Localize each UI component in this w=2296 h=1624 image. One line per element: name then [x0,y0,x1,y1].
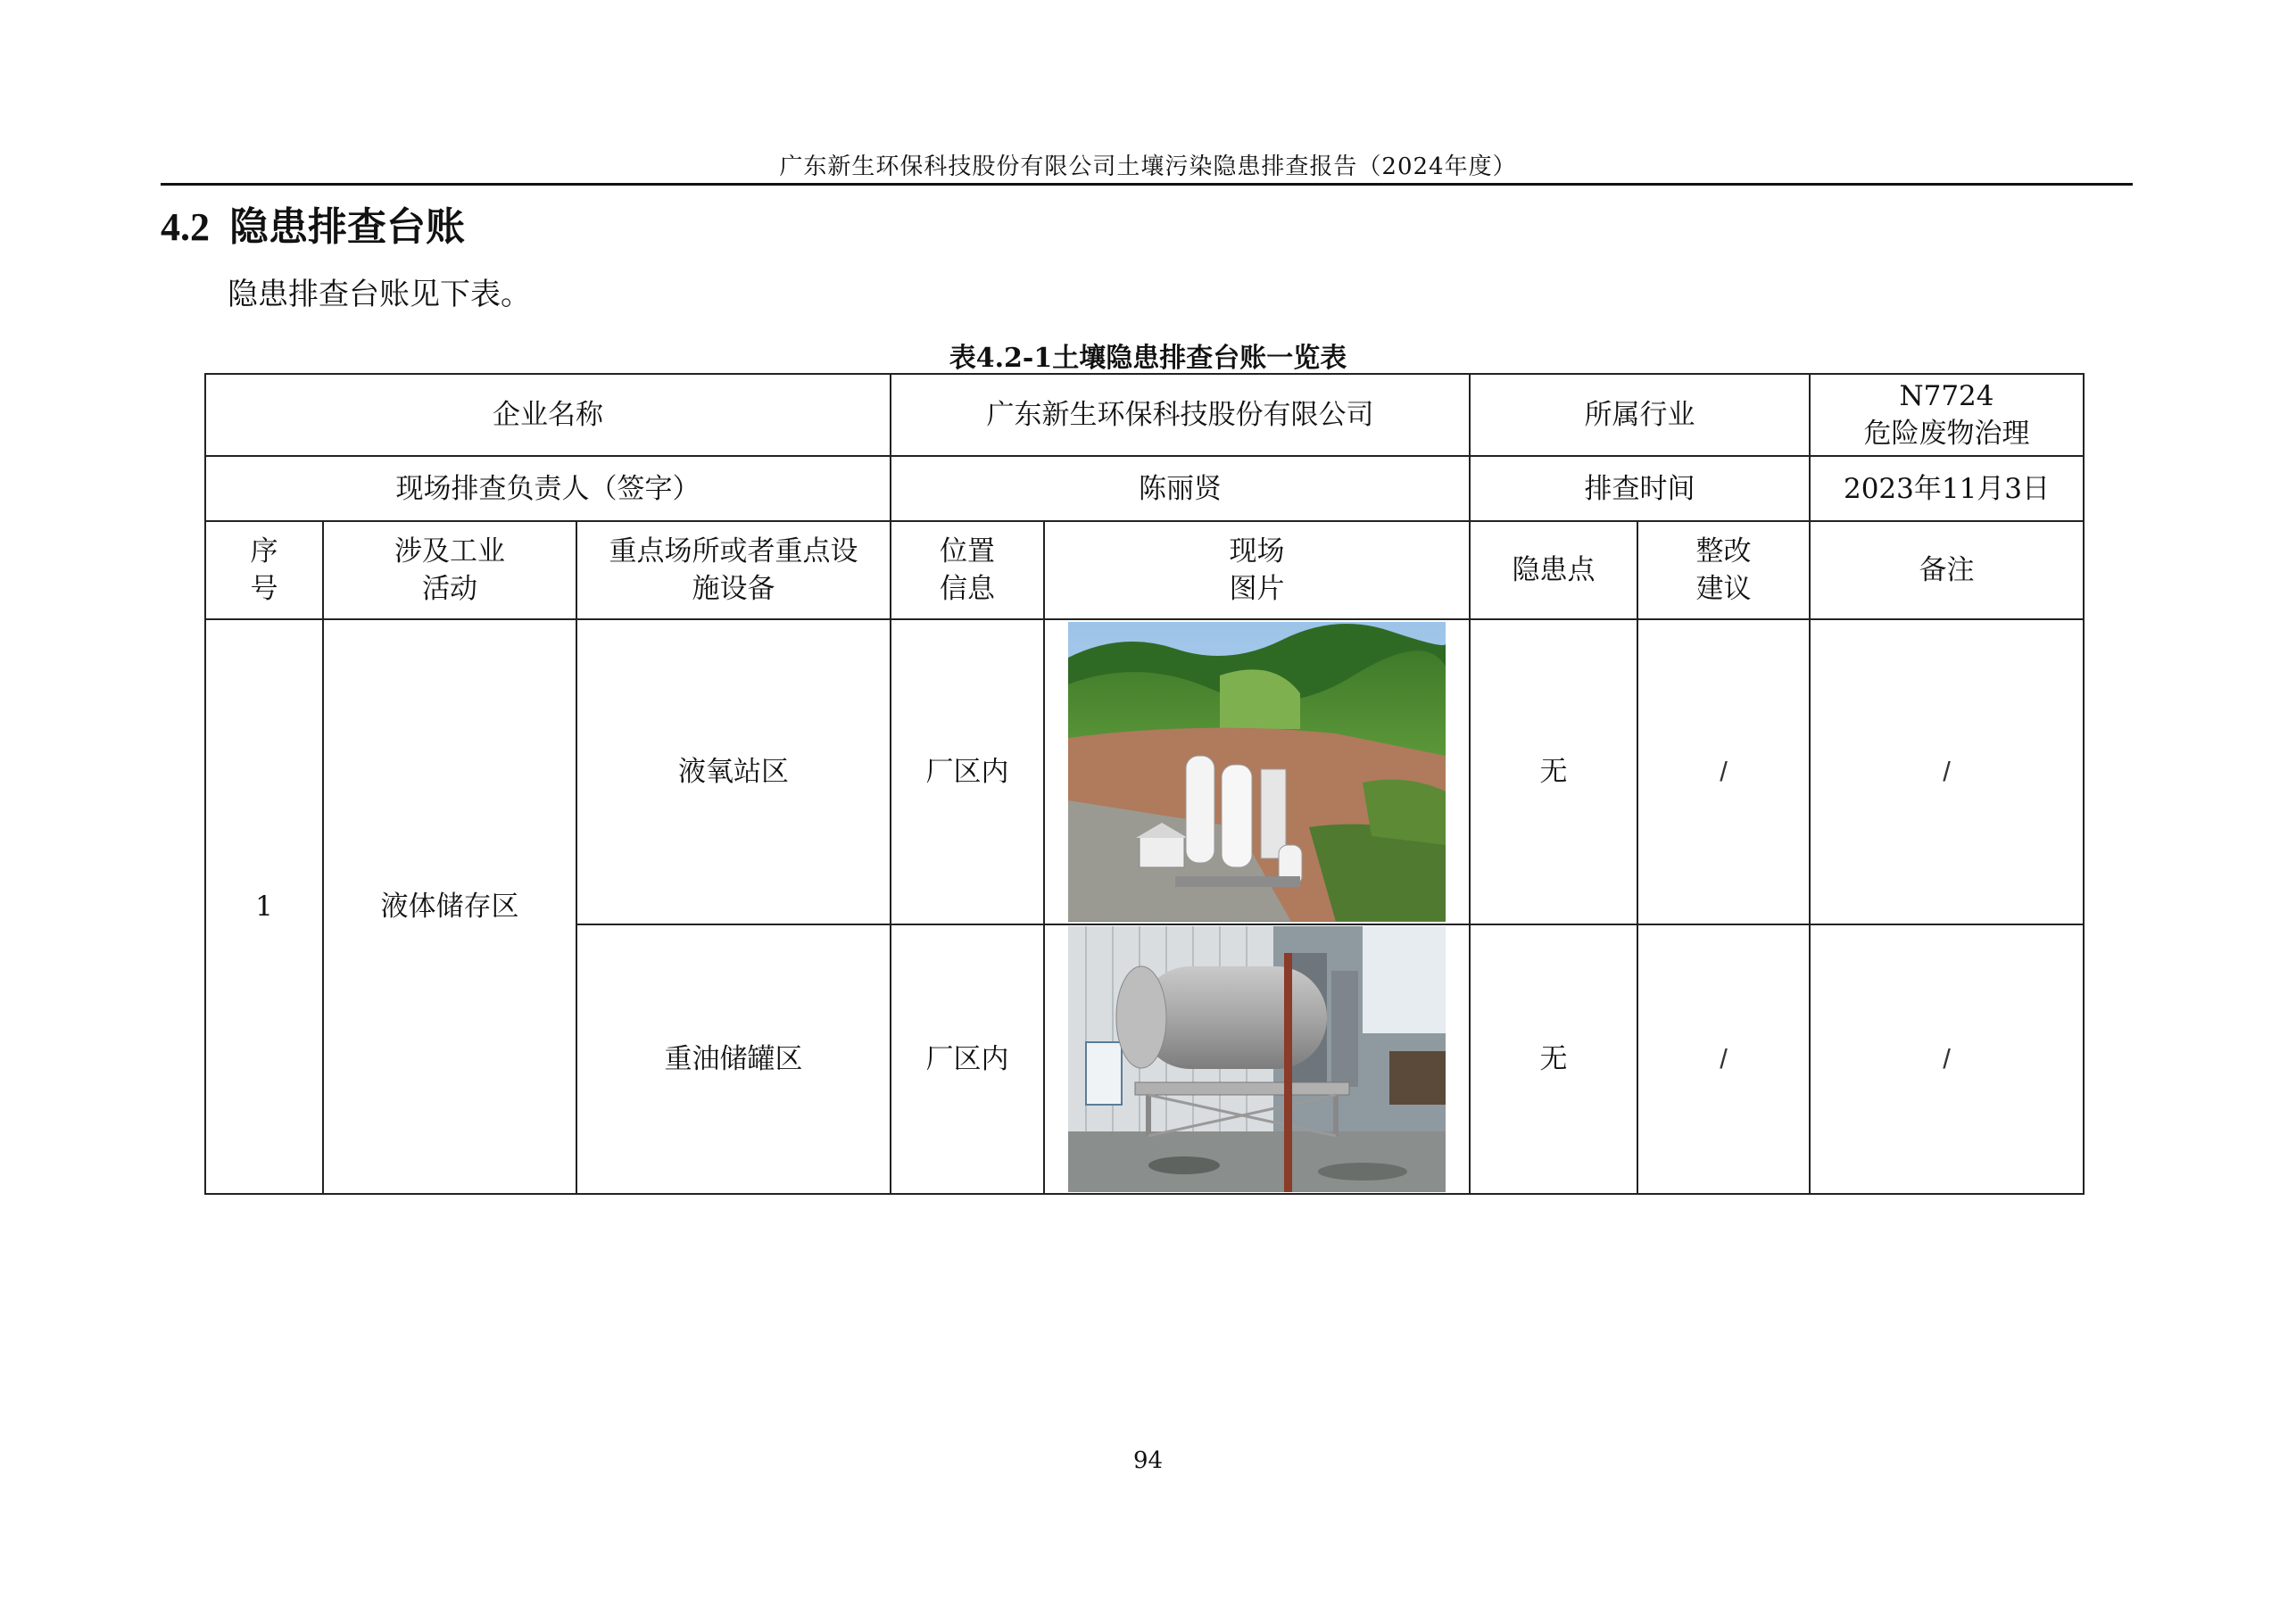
company-value: 广东新生环保科技股份有限公司 [891,374,1470,456]
header-activity-line2: 活动 [422,573,477,605]
header-divider [161,183,2133,186]
header-photo-line1: 现场 [1229,535,1285,568]
inspector-value: 陈丽贤 [891,456,1470,521]
row-activity: 液体储存区 [323,619,576,1194]
photo-liquid-oxygen-station [1068,622,1446,922]
industry-label: 所属行业 [1470,374,1810,456]
row-photo-cell [1044,924,1470,1194]
running-header: 广东新生环保科技股份有限公司土壤污染隐患排查报告（2024年度） [779,153,1517,180]
intro-paragraph: 隐患排查台账见下表。 [228,277,531,312]
header-location [891,521,1044,619]
section-title: 隐患排查台账 [229,204,465,250]
industry-code: N7724 [1899,380,1994,412]
header-seq [205,521,323,619]
header-photo-line2: 图片 [1229,573,1285,605]
inspector-label: 现场排查负责人（签字） [205,456,891,521]
row-location: 厂区内 [891,619,1044,924]
table-caption: 表4.2-1土壤隐患排查台账一览表 [949,343,1347,374]
photo-heavy-oil-tank [1068,926,1446,1192]
hazard-ledger-table [204,373,2085,1195]
header-suggestion [1637,521,1810,619]
header-remark: 备注 [1810,521,2084,619]
date-value: 2023年11月3日 [1810,456,2084,521]
header-seq-line1: 序 [250,535,278,568]
header-seq-line2: 号 [250,573,278,605]
section-heading [161,195,465,252]
row-facility: 重油储罐区 [576,924,891,1194]
industry-value [1810,374,2084,456]
header-location-line2: 信息 [940,573,995,605]
section-number: 4.2 [161,205,210,249]
header-facility-line2: 施设备 [692,573,775,605]
table-row [205,619,2084,924]
page-number: 94 [1132,1447,1164,1474]
row-hazard: 无 [1470,924,1637,1194]
row-facility: 液氧站区 [576,619,891,924]
header-activity [323,521,576,619]
company-label: 企业名称 [205,374,891,456]
date-label: 排查时间 [1470,456,1810,521]
info-row-company [205,374,2084,456]
row-hazard: 无 [1470,619,1637,924]
header-location-line1: 位置 [940,535,995,568]
industry-name: 危险废物治理 [1863,418,2030,450]
header-row [205,521,2084,619]
header-facility-line1: 重点场所或者重点设 [609,535,858,568]
row-location: 厂区内 [891,924,1044,1194]
header-suggestion-line2: 建议 [1695,573,1752,605]
row-suggestion: / [1637,619,1810,924]
row-photo-cell [1044,619,1470,924]
header-suggestion-line1: 整改 [1695,535,1752,568]
row-seq: 1 [205,619,323,1194]
header-hazard: 隐患点 [1470,521,1637,619]
header-facility [576,521,891,619]
header-activity-line1: 涉及工业 [394,535,505,568]
row-remark: / [1810,619,2084,924]
row-suggestion: / [1637,924,1810,1194]
header-photo [1044,521,1470,619]
info-row-inspector [205,456,2084,521]
row-remark: / [1810,924,2084,1194]
